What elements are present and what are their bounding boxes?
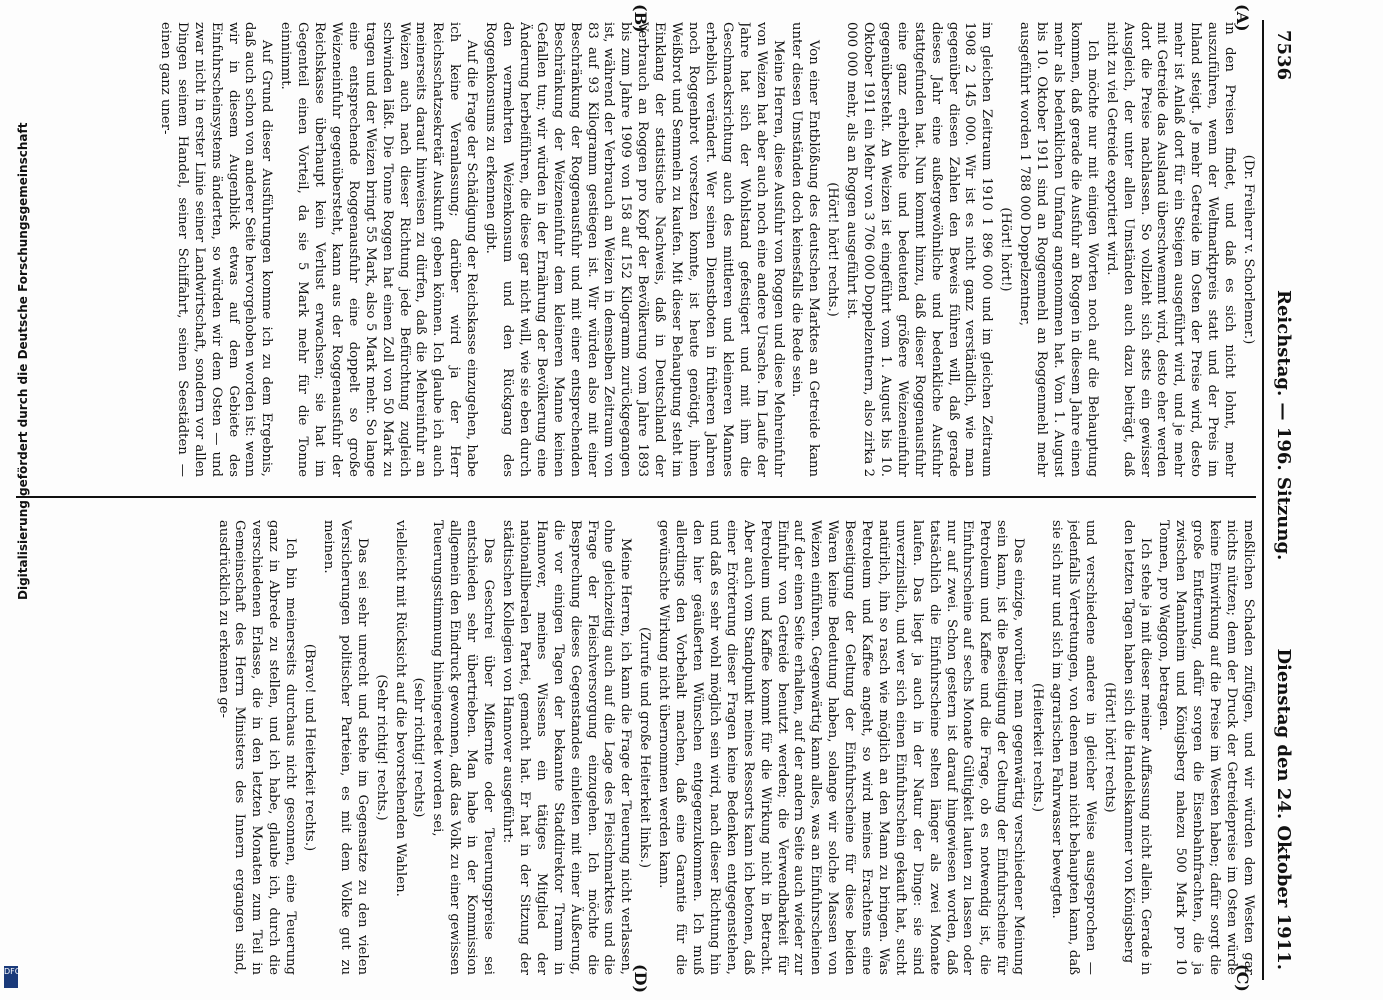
page-header [1264, 30, 1294, 970]
paragraph: Auf die Frage der Schädigung der Reichskasse einzugehen, habe ich keine Veranlassung; darüber wird ja der Herr Reichsschatzsekretär Auskunft geben können. Ich glaube ich auch meinerseits darauf hinweisen zu dürfen, daß die Mehreinfuhr an Weizen auch nach dieser Richtung jede Befürchtung zugleich schwinden läßt. Die Tonne Roggen hat einen Zoll von 50 Mark zu tragen und der Weizen bringt 55 Mark, also 5 Mark mehr. So lange eine entsprechende Roggenausfuhr eine doppelt so große Weizeneinfuhr gegenübersteht, kann aus der Roggenausfuhr der Reichskasse überhaupt kein Verlust erwachsen; sie hat im Gegenteil einen Vorteil, da sie 5 Mark mehr für die Tonne einnimmt. [278, 22, 480, 477]
paragraph: und verschiedene andere in gleicher Weise ausgesprochen — jedenfalls Vertretungen, von denen man nicht behaupten kann, daß sie sich nur und sich im agrarischen Fahrwasser bewegten. [1049, 520, 1098, 975]
paragraph: meßlichen Schaden zufügen, und wir würden dem Westen gar nichts nützen; denn der Druck der Getreidepreise im Osten würde keine Einwirkung auf die Preise im Westen haben; dafür sorgt die große Entfernung, dafür sorgen die Eisenbahnfrachten, die ja zwischen Mannheim und Königsberg nahezu 500 Mark pro 10 Tonnen, pro Waggon, betragen. [1156, 520, 1256, 975]
interjection: (Heiterkeit rechts.) [1030, 683, 1046, 812]
dfg-logo: DFG [4, 966, 18, 988]
interjection: (Sehr richtig! rechts.) [373, 674, 389, 821]
margin-marker-a: (A) [1233, 4, 1252, 32]
paragraph: Meine Herren, ich kann die Frage der Teuerung nicht verlassen, ohne gleichzeitig auch auf die Lage des Fleischmarktes und die Frage der Fleischversorgung einzugehen. Ich möchte die Besprechung dieses Gegenstandes einleiten mit einer Äußerung, die vor einigen Tagen der bekannte Stadtdirektor Tramm in Hannover, meines Wissens ein tätiges Mitglied der nationalliberalen Partei, gemacht hat. Er hat in der Sitzung der städtischen Kollegien von Hannover ausgeführt: [500, 520, 634, 975]
speaker-name: (Dr. Freiherr v. Schorlemer.) [1241, 154, 1256, 345]
column-divider [16, 496, 1256, 498]
interjection: (Bravo! und Heiterkeit rechts.) [302, 643, 318, 852]
paragraph: Ich möchte nur mit einigen Worten noch auf die Behauptung kommen, daß gerade die Ausfuhr an Roggen in diesem Jahre einen mehr als bedenklichen Umfang angenommen hat. Vom 1. August bis 10. Oktober 1911 sind an Roggenmehl an Roggenmehl mehr ausgeführt worden 1 788 000 Doppelzentner, [1017, 22, 1100, 477]
paragraph: Von einer Entblößung des deutschen Marktes an Getreide kann unter diesen Umständen doch keinesfalls die Rede sein. [789, 22, 822, 477]
paragraph: Meine Herren, diese Ausfuhr von Roggen und diese Mehreinfuhr von Weizen hat aber auch noch eine andere Ursache. Im Laufe der Jahre hat sich der Wohlstand gefestigert und mit ihm die Geschmacksrichtung auch des mittleren und kleineren Mannes erheblich verändert. Wer seinen Dienstboten in früheren Jahren noch Roggenbrot vorsetzen konnte, ist heute genötigt, ihnen Weißbrot und Semmeln zu kaufen. Mit dieser Behauptung steht im Einklang der statistische Nachweis, daß in Deutschland der Verbrauch an Roggen pro Kopf der Bevölkerung vom Jahre 1893 bis zum Jahre 1909 von 158 auf 152 Kilogramm zurückgegangen ist, während der Verbrauch an Weizen in demselben Zeitraum von 83 auf 93 Kilogramm gestiegen ist. Wir würden also mit einer Beschränkung der Roggenausfuhr und mit einer entsprechenden Beschränkung der Weizeneinfuhr dem kleineren Manne keinen Gefallen tun; wir würden in der Ernährung der Bevölkerung eine Änderung herbeiführen, die diese gar nicht will, wie sie eben durch den vermehrten Weizenkonsum und den Rückgang des Roggenkonsums zu erkennen gibt. [483, 22, 786, 477]
interjection: (Hört! hört! rechts.) [825, 182, 841, 317]
interjection: (Hört! hört!) [998, 207, 1014, 292]
digitization-footer [0, 0, 30, 1000]
session-title: Reichstag. — 196. Sitzung. [1273, 290, 1294, 561]
header-rule [1262, 20, 1264, 980]
interjection: (Hört! hört! rechts) [1101, 682, 1117, 813]
paragraph: Ich stehe ja mit dieser meiner Auffassung nicht allein. Gerade in den letzten Tagen haben sich die Handelskammer von Königsberg [1120, 520, 1153, 975]
text-column-right [16, 520, 1256, 975]
paragraph: Ich bin meinerseits durchaus nicht gesonnen, eine Teuerung ganz in Abrede zu stellen, und ich habe, glaube ich, durch die verschiedenen Erlasse, die in den letzten Monaten zum Teil in Gemeinschaft des Herrn Ministers des Innern ergangen sind, ausdrücklich zu erkennen ge- [215, 520, 299, 975]
paragraph: vielleicht mit Rücksicht auf die bevorstehenden Wahlen. [392, 520, 408, 897]
paragraph: Das Geschrei über Mißernte oder Teuerungspreise sei entschieden sehr übertrieben. Man habe in der Kommission allgemein den Eindruck gewonnen, daß das Volk zu einer gewissen Teuerungsstimmung hineingeredet worden sei, [430, 520, 497, 975]
funding-note: Digitalisierung gefördert durch die Deutsche Forschungsgemeinschaft [16, 122, 30, 600]
paragraph: Auf Grund dieser Ausführungen komme ich zu dem Ergebnis, daß auch schon von anderer Seite hervorgehoben worden ist: wenn wir in diesem Augenblick etwas auf dem Gebiete des Einfuhrscheinsystems änderten, so würden wir dem Osten — und zwar nicht in erster Linie seiner Landwirtschaft, sondern vor allen Dingen seinem Handel, seiner Schiffahrt, seinen Seestädten — einen ganz uner- [157, 22, 275, 477]
interjection: (Zurufe und große Heiterkeit links.) [637, 626, 653, 869]
margin-marker-d: (D) [631, 964, 650, 994]
paragraph: im gleichen Zeitraum 1910 1 896 000 und im gleichen Zeitraum 1908 2 145 000. Wir ist es nicht ganz verständlich, wie man gegenüber diesen Zahlen den Beweis führen will, daß gerade dieses Jahr eine außergewöhnliche und bedenkliche Ausfuhr stattgefunden hat. Nun kommt hinzu, daß dieser Roggenausfuhr eine ganz erhebliche und bedeutend größere Weizeneinfuhr gegenübersteht. An Weizen ist eingeführt vom 1. August bis 10. Oktober 1911 ein Mehr von 3 706 000 Doppelzentnern, also zirka 2 000 000 mehr, als an Roggen ausgeführt ist. [844, 22, 995, 477]
text-column-left [16, 22, 1256, 477]
margin-marker-b: (B) [631, 4, 650, 33]
paragraph: in den Preisen findet, und daß es sich nicht lohnt, mehr auszuführen, wenn der Weltmarktpreis statt und der Preis im Inland steigt. Je mehr Getreide im Osten der Preise wird, desto mehr ist Anlaß dort für ein Steigen ausgeführt wird, und je mehr mit Getreide das Ausland überschwemmt wird, desto eher werden dort die Preise nachlassen. So vollzieht sich stets ein gewisser Ausgleich, der unter allen Umständen auch dazu beiträgt, daß nicht zu viel Getreide exportiert wird. [1103, 22, 1238, 477]
margin-marker-c: (C) [1233, 964, 1252, 992]
session-date: Dienstag den 24. Oktober 1911. [1273, 648, 1294, 970]
paragraph: Das sei sehr unrecht und stehe im Gegensatze zu den vielen Versicherungen politischer Parteien, es mit dem Volke gut zu meinen. [320, 520, 370, 975]
page-number: 7536 [1273, 30, 1294, 81]
paragraph: Das einzige, worüber man gegenwärtig verschiedener Meinung sein kann, ist die Beseitigung der Geltung der Einfuhrscheine für Petroleum und Kaffee und die Frage, ob es notwendig ist, die Einfuhrscheine auf sechs Monate Gültigkeit lauten zu lassen oder nur auf zwei. Schon gestern ist darauf hingewiesen worden, daß tatsächlich die Einfuhrscheine selten länger als zwei Monate laufen. Das liegt ja auch in der Natur der Dinge: sie sind unverzinslich, und wer sich einen Einfuhrschein gekauft hat, sucht natürlich, ihn so rasch wie möglich an den Mann zu bringen. Was Petroleum und Kaffee angeht, so wird meines Erachtens eine Beseitigung der Geltung der Einfuhrscheine für diese beiden Waren keine Bedeutung haben, solange wir solche Massen von Weizen einführen. Gegenwärtig kann alles, was an Einfuhrscheinen auf der einen Seite erhalten, auf der andern Seite auch wieder zur Einfuhr von Getreide benutzt werden; die Verwendbarkeit für Petroleum und Kaffee kommt für die Wirkung nicht in Betracht. Aber auch vom Standpunkt meines Ressorts kann ich betonen, daß einer Erörterung dieser Fragen keine Bedenken entgegenstehen, und daß es sehr wohl möglich sein wird, nach dieser Richtung hin den hier geäußerten Wünschen entgegenzukommen. Ich muß allerdings den Vorbehalt machen, daß eine Garantie für die gewünschte Wirkung nicht übernommen werden kann. [656, 520, 1027, 975]
interjection: (sehr richtig! rechts) [411, 677, 427, 818]
